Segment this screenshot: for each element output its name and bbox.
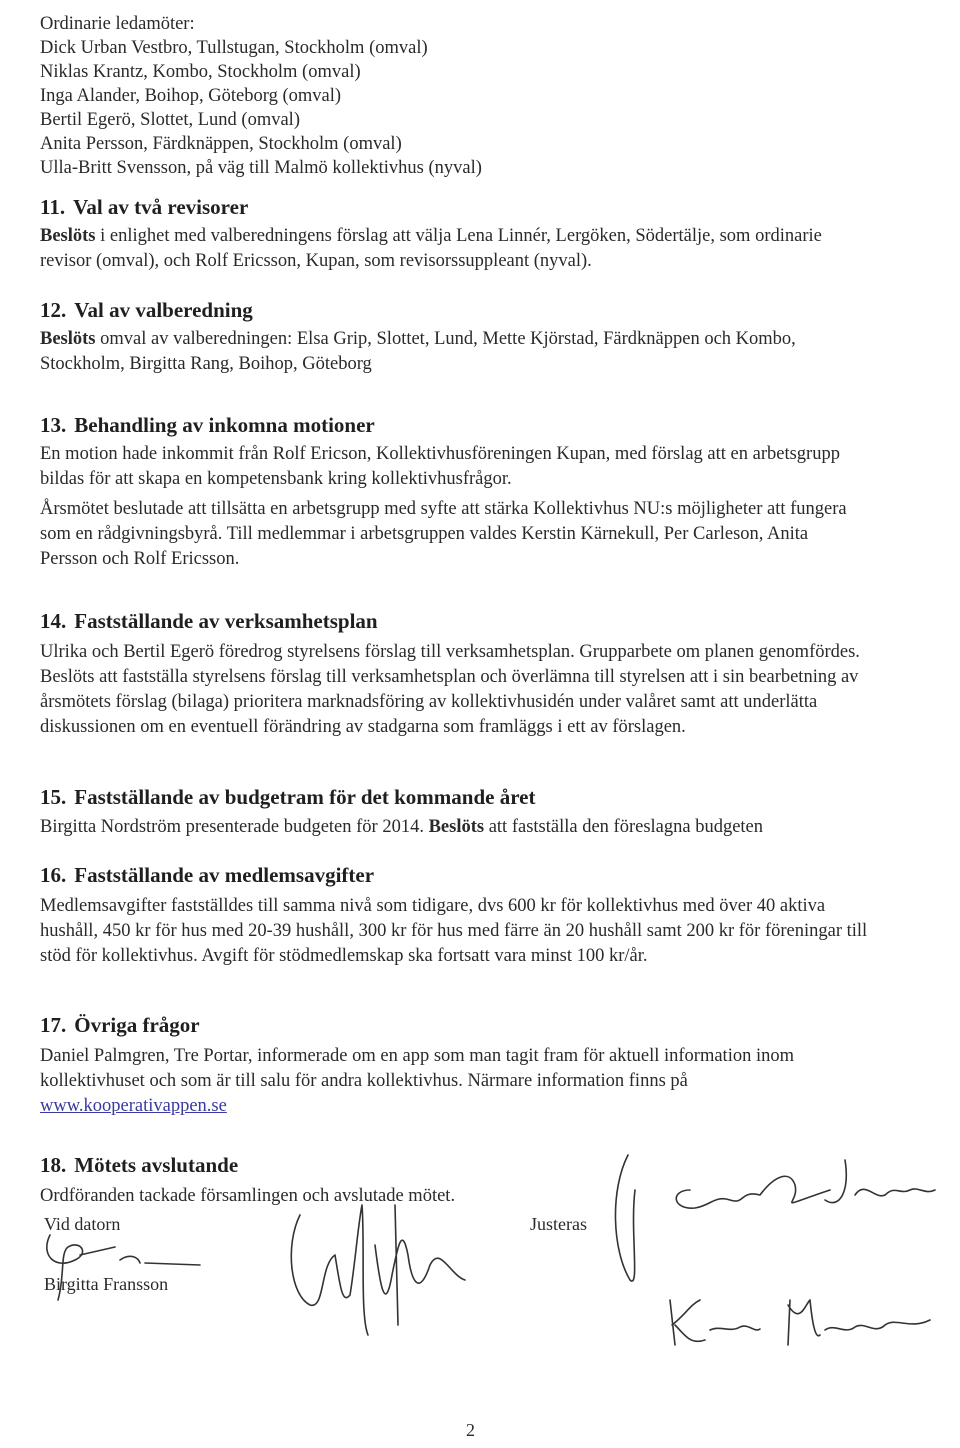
secretary-name: Birgitta Fransson bbox=[44, 1274, 169, 1294]
section-title: Val av två revisorer bbox=[73, 195, 249, 219]
chair-signature bbox=[280, 1185, 480, 1345]
section-11 bbox=[40, 194, 870, 274]
section-number: 11. bbox=[40, 195, 66, 219]
section-14 bbox=[40, 608, 870, 740]
section-title: Övriga frågor bbox=[74, 1013, 200, 1037]
section-number: 13. bbox=[40, 413, 67, 437]
section-body bbox=[40, 1044, 870, 1119]
section-heading bbox=[40, 194, 870, 220]
section-heading bbox=[40, 862, 870, 888]
section-text: Medlemsavgifter fastställdes till samma nivå som tidigare, dvs 600 kr för kollektivhus med över 40 aktiva hushåll, 450 kr för hus med 20-39 hushåll, 300 kr för hus med färre än 20 hushåll samt 200 kr för föreningar till stöd för kollektivhus. Avgift för stödmedlemskap ska fortsatt vara minst 100 kr/år. bbox=[40, 896, 868, 966]
section-16 bbox=[40, 862, 870, 969]
section-title: Fastställande av verksamhetsplan bbox=[74, 609, 378, 633]
section-text: att fastställa den föreslagna budgeten bbox=[488, 817, 764, 837]
section-number: 18. bbox=[40, 1153, 67, 1177]
section-heading bbox=[40, 1012, 870, 1038]
section-number: 12. bbox=[40, 298, 67, 322]
page-number: 2 bbox=[466, 1420, 475, 1440]
secretary-signature bbox=[20, 1225, 210, 1305]
section-paragraph: En motion hade inkommit från Rolf Ericson, Kollektivhusföreningen Kupan, med förslag att en arbetsgrupp bildas för att skapa en kompetensbank kring kollektivhusfrågor. bbox=[40, 444, 840, 489]
member-line: Inga Alander, Boihop, Göteborg (omval) bbox=[40, 86, 342, 106]
secretary-label: Vid datorn bbox=[44, 1214, 121, 1234]
member-line: Anita Persson, Färdknäppen, Stockholm (omval) bbox=[40, 134, 402, 154]
adjuster-signature-1 bbox=[600, 1150, 940, 1290]
decision-lead: Beslöts bbox=[40, 329, 96, 349]
section-heading bbox=[40, 608, 870, 634]
member-line: Ulla-Britt Svensson, på väg till Malmö kollektivhus (nyval) bbox=[40, 158, 482, 178]
section-title: Fastställande av medlemsavgifter bbox=[74, 863, 375, 887]
section-heading bbox=[40, 297, 870, 323]
section-title: Fastställande av budgetram för det kommande året bbox=[74, 785, 536, 809]
adjuster-label: Justeras bbox=[530, 1214, 587, 1234]
section-body bbox=[40, 327, 870, 377]
section-number: 17. bbox=[40, 1013, 67, 1037]
section-text: Daniel Palmgren, Tre Portar, informerade om en app som man tagit fram för aktuell information inom kollektivhuset och som är till salu för andra kollektivhus. Närmare information finns på bbox=[40, 1046, 794, 1091]
section-number: 15. bbox=[40, 785, 67, 809]
member-line: Dick Urban Vestbro, Tullstugan, Stockholm (omval) bbox=[40, 38, 428, 58]
section-17 bbox=[40, 1012, 870, 1119]
members-heading: Ordinarie ledamöter: bbox=[40, 14, 195, 34]
section-paragraph: Årsmötet beslutade att tillsätta en arbetsgrupp med syfte att stärka Kollektivhus NU:s möjligheter att fungera som en rådgivningsbyrå. Till medlemmar i arbetsgruppen valdes Kerstin Kärnekull, Per Carleson, Anita Persson och Rolf Ericsson. bbox=[40, 499, 847, 569]
member-line: Bertil Egerö, Slottet, Lund (omval) bbox=[40, 110, 300, 130]
decision-lead: Beslöts bbox=[428, 817, 485, 837]
decision-lead: Beslöts bbox=[40, 226, 96, 246]
section-body bbox=[40, 224, 870, 274]
section-12 bbox=[40, 297, 870, 377]
section-title: Val av valberedning bbox=[74, 298, 253, 322]
section-heading bbox=[40, 412, 870, 438]
members-list bbox=[40, 12, 870, 180]
section-title: Behandling av inkomna motioner bbox=[74, 413, 375, 437]
section-body bbox=[40, 815, 870, 840]
section-number: 14. bbox=[40, 609, 67, 633]
section-heading bbox=[40, 784, 870, 810]
section-title: Mötets avslutande bbox=[74, 1153, 239, 1177]
section-13 bbox=[40, 412, 870, 572]
member-line: Niklas Krantz, Kombo, Stockholm (omval) bbox=[40, 62, 361, 82]
section-number: 16. bbox=[40, 863, 67, 887]
section-text: Ulrika och Bertil Egerö föredrog styrelsens förslag till verksamhetsplan. Grupparbete om planen genomfördes. Beslöts att fastställa styrelsens förslag till verksamhetsplan och överlämna till styrelsen att i sin bearbetning av årsmötets förslag (bilaga) prioritera marknadsföring av kollektivhusidén under valåret samt att underlätta diskussionen om en eventuell förändring av stadgarna som framläggs i ett av förslagen. bbox=[40, 642, 860, 737]
section-15 bbox=[40, 784, 870, 840]
section-text: Ordföranden tackade församlingen och avslutade mötet. bbox=[40, 1186, 456, 1206]
section-text: omval av valberedningen: Elsa Grip, Slottet, Lund, Mette Kjörstad, Färdknäppen och Kombo, Stockholm, Birgitta Rang, Boihop, Göteborg bbox=[40, 329, 796, 374]
section-text: i enlighet med valberedningens förslag att välja Lena Linnér, Lergöken, Södertälje, som ordinarie revisor (omval), och Rolf Ericsson, Kupan, som revisorssuppleant (nyval). bbox=[40, 226, 822, 271]
section-text: Birgitta Nordström presenterade budgeten för 2014. bbox=[40, 817, 424, 837]
adjuster-signature-2 bbox=[660, 1285, 940, 1355]
app-link[interactable]: www.kooperativappen.se bbox=[40, 1096, 227, 1116]
